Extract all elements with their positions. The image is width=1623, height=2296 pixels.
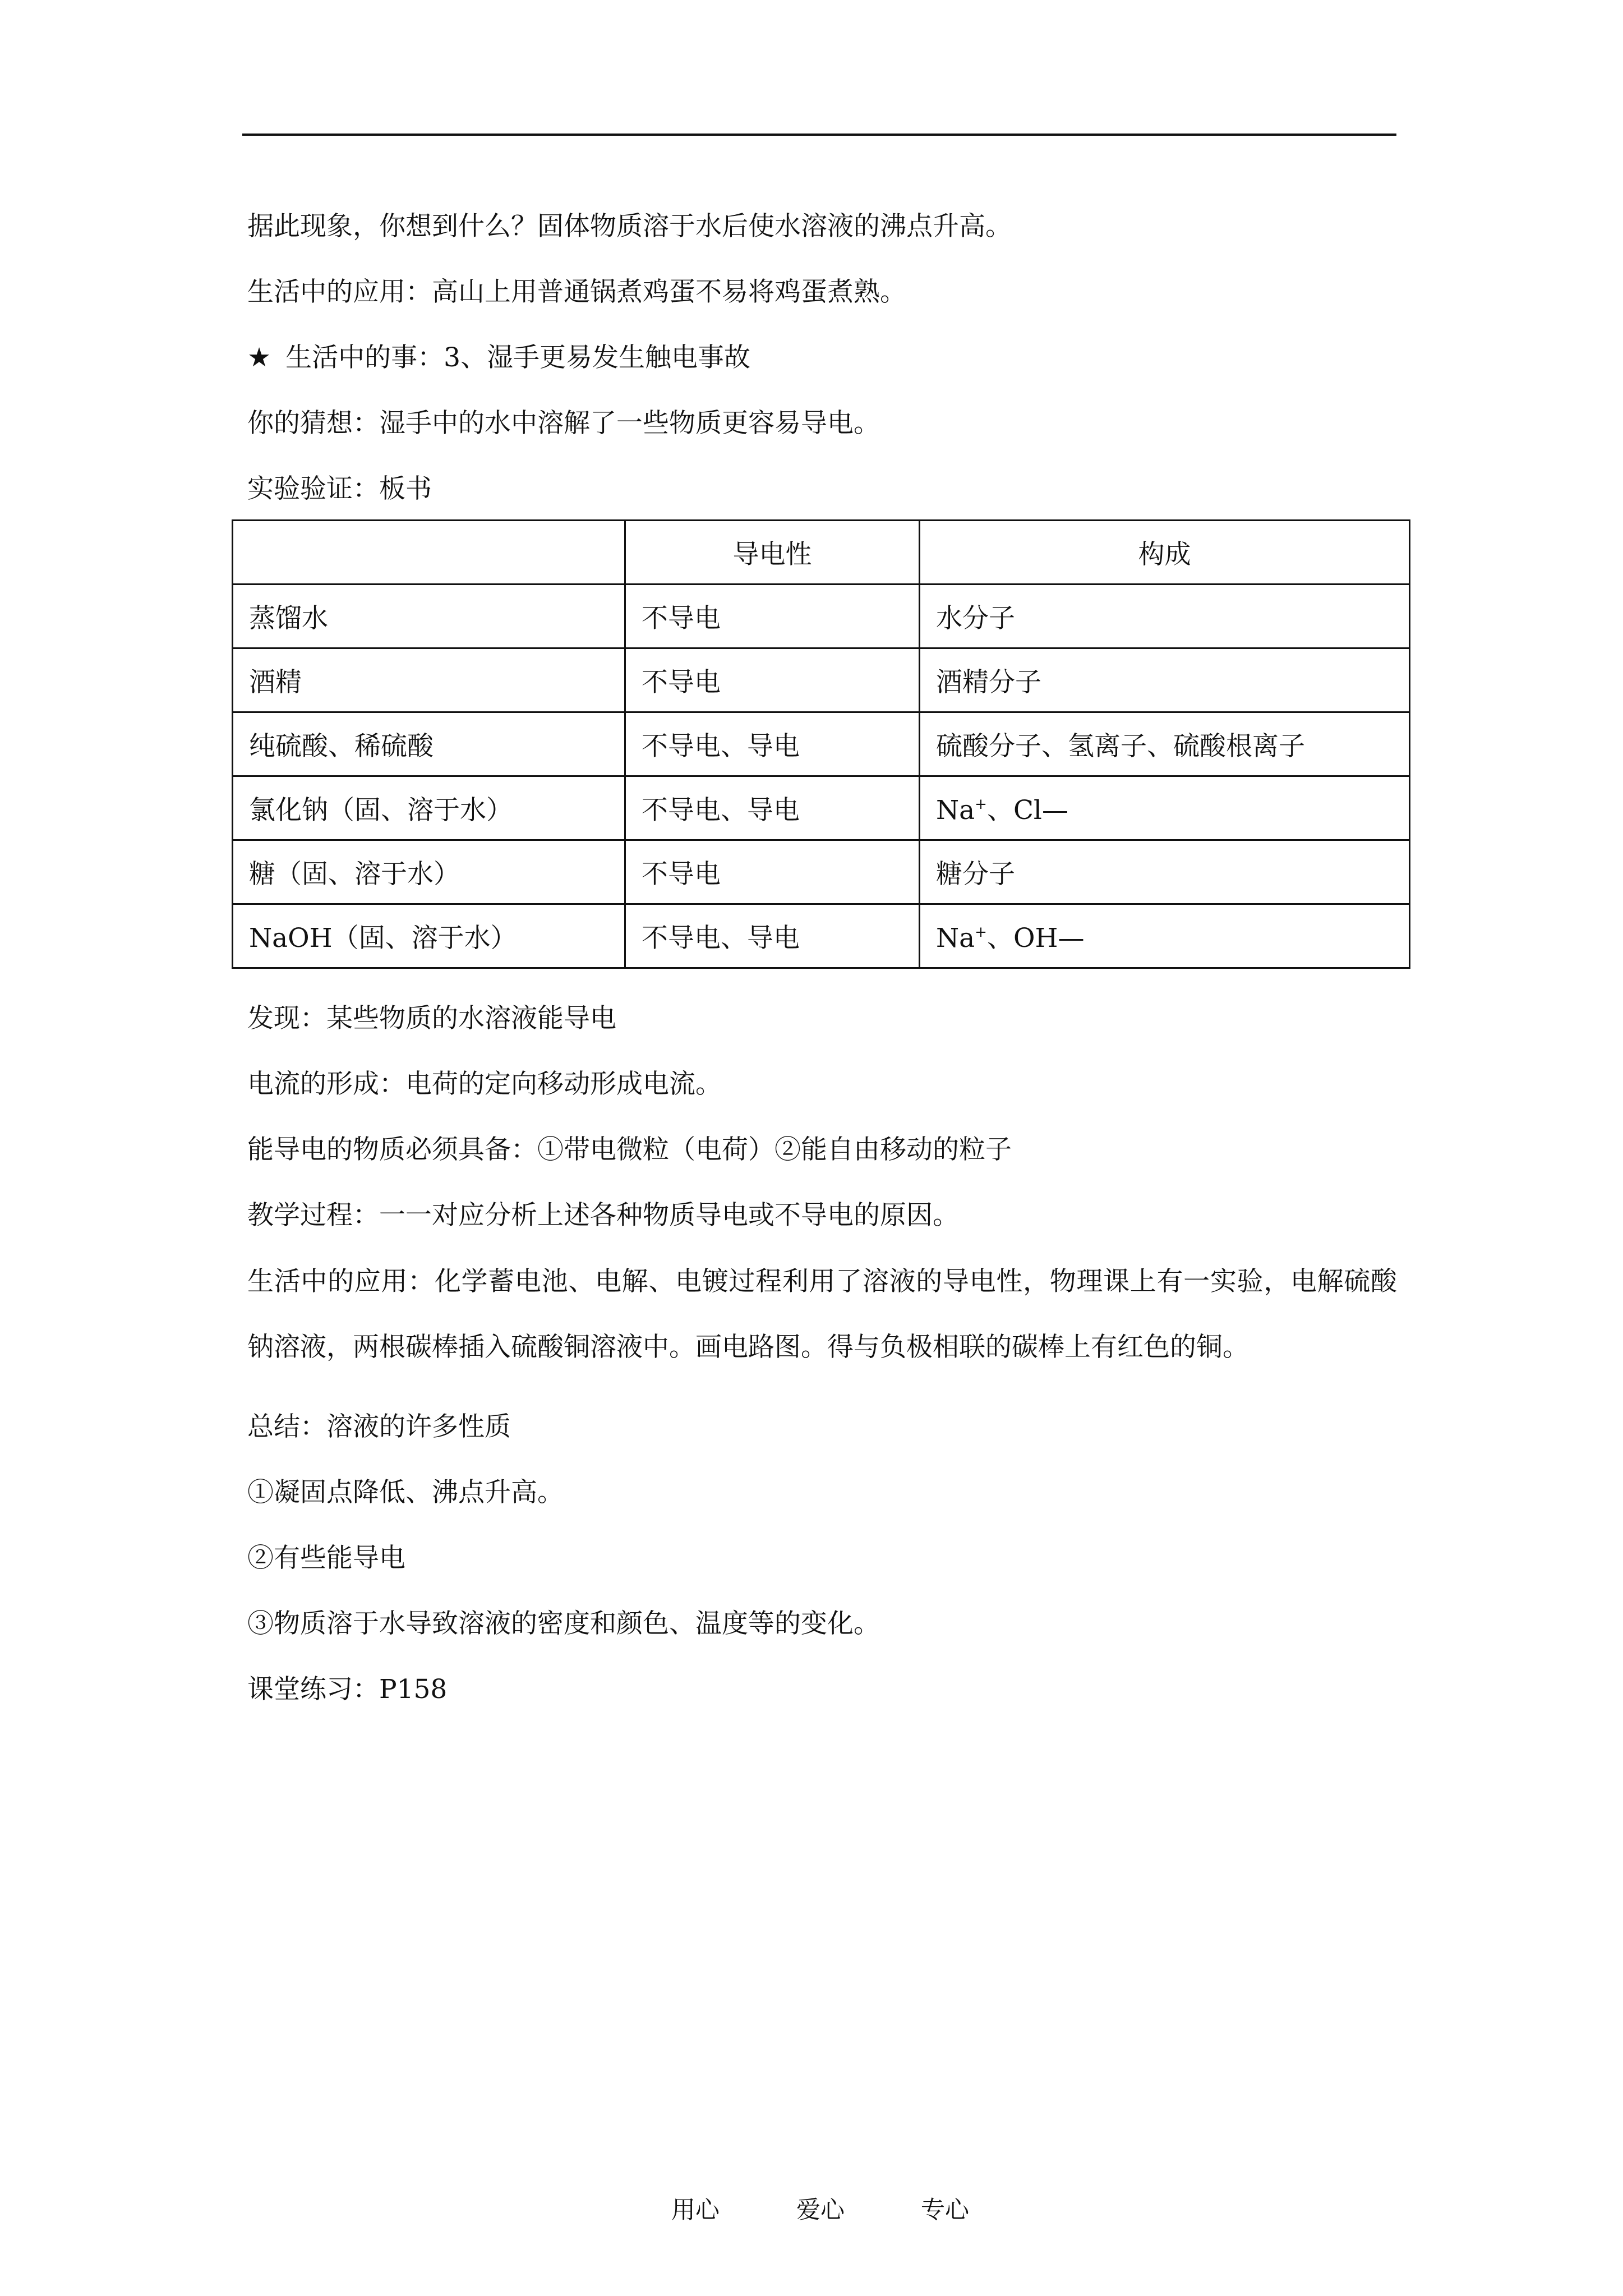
table-cell: 水分子 xyxy=(920,585,1410,648)
header-rule xyxy=(242,134,1396,136)
table-cell: 不导电 xyxy=(625,840,920,904)
life-event-text: 生活中的事：3、湿手更易发生触电事故 xyxy=(285,342,751,373)
table-cell: 酒精 xyxy=(233,648,625,712)
paragraph-teaching-process: 教学过程：一一对应分析上述各种物质导电或不导电的原因。 xyxy=(247,1200,959,1231)
footer-text: 专心 xyxy=(921,2196,969,2224)
footer-text: 用心 xyxy=(671,2196,720,2224)
charge-mark: — xyxy=(1041,795,1068,826)
ion-text: 、Cl xyxy=(986,795,1042,826)
paragraph-experiment: 实验验证：板书 xyxy=(247,473,432,504)
charge-superscript: + xyxy=(975,924,987,941)
table-cell: 不导电 xyxy=(625,585,920,648)
table-cell: NaOH（固、溶于水） xyxy=(233,904,625,968)
charge-superscript: + xyxy=(975,796,987,813)
conductivity-table xyxy=(232,519,1410,969)
paragraph-guess: 你的猜想：湿手中的水中溶解了一些物质更容易导电。 xyxy=(247,408,880,439)
paragraph-current: 电流的形成：电荷的定向移动形成电流。 xyxy=(247,1069,722,1099)
paragraph-application-1: 生活中的应用：高山上用普通锅煮鸡蛋不易将鸡蛋煮熟。 xyxy=(247,277,906,307)
table-header-row xyxy=(233,521,1410,585)
document-body-bottom xyxy=(247,1002,1397,1706)
footer-text: 爱心 xyxy=(796,2196,845,2224)
table-cell: 蒸馏水 xyxy=(233,585,625,648)
charge-mark: — xyxy=(1058,923,1085,954)
table-header-cell xyxy=(233,521,625,585)
table-cell-ions xyxy=(920,776,1410,840)
paragraph-life-event xyxy=(247,341,1397,375)
table-cell: 糖分子 xyxy=(920,840,1410,904)
table-row xyxy=(233,904,1410,968)
table-cell: 氯化钠（固、溶于水） xyxy=(233,776,625,840)
table-row xyxy=(233,840,1410,904)
star-icon: ★ xyxy=(247,342,271,373)
ion-text: Na xyxy=(936,923,975,954)
table-cell: 不导电、导电 xyxy=(625,904,920,968)
paragraph-summary: 总结：溶液的许多性质 xyxy=(247,1411,511,1442)
summary-item-3: ③物质溶于水导致溶液的密度和颜色、温度等的变化。 xyxy=(247,1608,880,1639)
table-cell: 不导电 xyxy=(625,648,920,712)
document-body-top xyxy=(247,210,1397,506)
paragraph-application-2: 生活中的应用：化学蓄电池、电解、电镀过程利用了溶液的导电性，物理课上有一实验，电解硫酸钠溶液，两根碳棒插入硫酸铜溶液中。画电路图。得与负极相联的碳棒上有红色的铜。 xyxy=(247,1266,1397,1363)
table-row xyxy=(233,712,1410,776)
table-cell: 不导电、导电 xyxy=(625,712,920,776)
table-header-cell: 构成 xyxy=(920,521,1410,585)
ion-text: 、OH xyxy=(986,923,1058,954)
table-cell: 不导电、导电 xyxy=(625,776,920,840)
table-row xyxy=(233,648,1410,712)
table-row xyxy=(233,776,1410,840)
paragraph-phenomenon: 据此现象，你想到什么？固体物质溶于水后使水溶液的沸点升高。 xyxy=(247,211,1012,242)
table-cell: 纯硫酸、稀硫酸 xyxy=(233,712,625,776)
table-row xyxy=(233,585,1410,648)
ion-text: Na xyxy=(936,795,975,826)
table-header-cell: 导电性 xyxy=(625,521,920,585)
table-cell-ions xyxy=(920,904,1410,968)
summary-item-1: ①凝固点降低、沸点升高。 xyxy=(247,1477,564,1508)
summary-item-2: ②有些能导电 xyxy=(247,1543,405,1573)
table-cell: 硫酸分子、氢离子、硫酸根离子 xyxy=(920,712,1410,776)
paragraph-requirements: 能导电的物质必须具备：①带电微粒（电荷）②能自由移动的粒子 xyxy=(247,1134,1012,1165)
paragraph-exercise: 课堂练习：P158 xyxy=(247,1674,448,1705)
table-cell: 糖（固、溶于水） xyxy=(233,840,625,904)
paragraph-finding: 发现：某些物质的水溶液能导电 xyxy=(247,1003,616,1034)
table-cell: 酒精分子 xyxy=(920,648,1410,712)
